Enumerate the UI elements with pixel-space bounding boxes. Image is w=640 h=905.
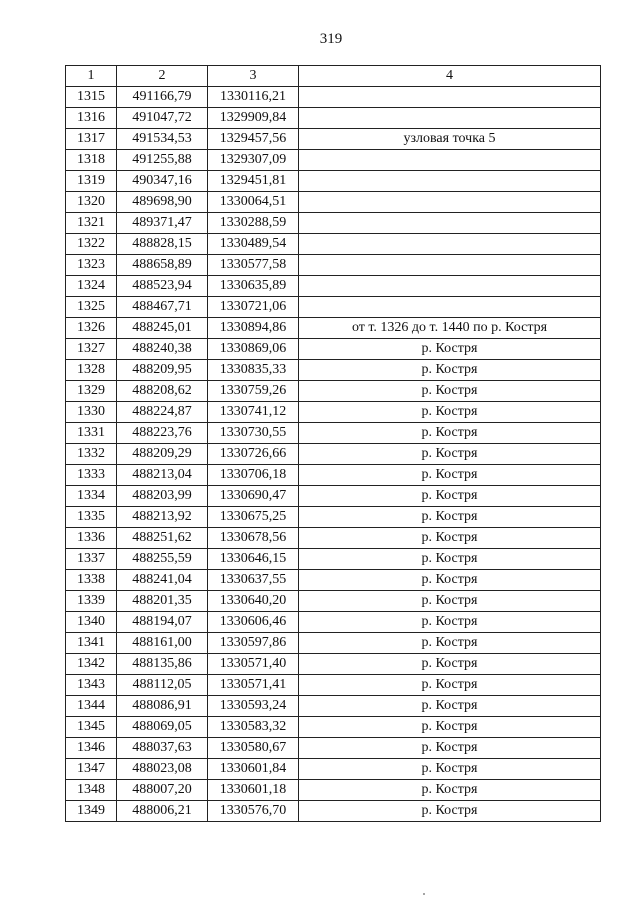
point-number-cell: 1346 [66,738,117,759]
y-coordinate-cell: 1330571,41 [208,675,299,696]
y-coordinate-cell: 1330637,55 [208,570,299,591]
description-cell: р. Костря [299,465,601,486]
description-cell: р. Костря [299,528,601,549]
table-row [66,192,601,213]
x-coordinate-cell: 488086,91 [117,696,208,717]
description-cell [299,297,601,318]
y-coordinate-cell: 1330116,21 [208,87,299,108]
description-cell: р. Костря [299,696,601,717]
table-row [66,801,601,822]
y-coordinate-cell: 1330583,32 [208,717,299,738]
y-coordinate-cell: 1330640,20 [208,591,299,612]
x-coordinate-cell: 488037,63 [117,738,208,759]
point-number-cell: 1316 [66,108,117,129]
x-coordinate-cell: 488658,89 [117,255,208,276]
x-coordinate-cell: 491047,72 [117,108,208,129]
y-coordinate-cell: 1330597,86 [208,633,299,654]
y-coordinate-cell: 1329457,56 [208,129,299,150]
y-coordinate-cell: 1330726,66 [208,444,299,465]
description-cell [299,276,601,297]
x-coordinate-cell: 491255,88 [117,150,208,171]
description-cell: р. Костря [299,402,601,423]
y-coordinate-cell: 1330064,51 [208,192,299,213]
y-coordinate-cell: 1330646,15 [208,549,299,570]
y-coordinate-cell: 1330601,18 [208,780,299,801]
x-coordinate-cell: 488006,21 [117,801,208,822]
table-row [66,150,601,171]
x-coordinate-cell: 488112,05 [117,675,208,696]
x-coordinate-cell: 490347,16 [117,171,208,192]
point-number-cell: 1342 [66,654,117,675]
description-cell: р. Костря [299,780,601,801]
description-cell: р. Костря [299,339,601,360]
description-cell: р. Костря [299,738,601,759]
table-row [66,297,601,318]
description-cell [299,234,601,255]
table-row [66,675,601,696]
y-coordinate-cell: 1329307,09 [208,150,299,171]
x-coordinate-cell: 488203,99 [117,486,208,507]
table-row [66,318,601,339]
y-coordinate-cell: 1330690,47 [208,486,299,507]
x-coordinate-cell: 488135,86 [117,654,208,675]
y-coordinate-cell: 1330678,56 [208,528,299,549]
description-cell: р. Костря [299,570,601,591]
y-coordinate-cell: 1330741,12 [208,402,299,423]
x-coordinate-cell: 488209,95 [117,360,208,381]
description-cell: р. Костря [299,654,601,675]
table-row [66,591,601,612]
point-number-cell: 1345 [66,717,117,738]
scan-speck [423,893,425,895]
point-number-cell: 1339 [66,591,117,612]
x-coordinate-cell: 488467,71 [117,297,208,318]
table-row [66,87,601,108]
table-header [66,66,601,87]
y-coordinate-cell: 1330869,06 [208,339,299,360]
y-coordinate-cell: 1330601,84 [208,759,299,780]
table-row [66,738,601,759]
header-col-3: 3 [208,66,299,87]
description-cell: р. Костря [299,759,601,780]
point-number-cell: 1326 [66,318,117,339]
description-cell: р. Костря [299,801,601,822]
description-cell: р. Костря [299,549,601,570]
x-coordinate-cell: 488241,04 [117,570,208,591]
x-coordinate-cell: 488251,62 [117,528,208,549]
x-coordinate-cell: 488224,87 [117,402,208,423]
y-coordinate-cell: 1330894,86 [208,318,299,339]
x-coordinate-cell: 489371,47 [117,213,208,234]
table-row [66,696,601,717]
point-number-cell: 1324 [66,276,117,297]
description-cell: р. Костря [299,675,601,696]
table-row [66,612,601,633]
point-number-cell: 1319 [66,171,117,192]
description-cell [299,213,601,234]
table-row [66,339,601,360]
description-cell: р. Костря [299,423,601,444]
description-cell [299,87,601,108]
point-number-cell: 1320 [66,192,117,213]
table-row [66,780,601,801]
description-cell [299,171,601,192]
point-number-cell: 1344 [66,696,117,717]
y-coordinate-cell: 1330593,24 [208,696,299,717]
description-cell: узловая точка 5 [299,129,601,150]
point-number-cell: 1317 [66,129,117,150]
y-coordinate-cell: 1330489,54 [208,234,299,255]
description-cell: р. Костря [299,486,601,507]
description-cell: от т. 1326 до т. 1440 по р. Костря [299,318,601,339]
table-row [66,486,601,507]
y-coordinate-cell: 1330635,89 [208,276,299,297]
x-coordinate-cell: 488194,07 [117,612,208,633]
description-cell: р. Костря [299,633,601,654]
point-number-cell: 1348 [66,780,117,801]
x-coordinate-cell: 488523,94 [117,276,208,297]
y-coordinate-cell: 1330577,58 [208,255,299,276]
point-number-cell: 1328 [66,360,117,381]
x-coordinate-cell: 488201,35 [117,591,208,612]
table-row [66,507,601,528]
y-coordinate-cell: 1330835,33 [208,360,299,381]
x-coordinate-cell: 488213,92 [117,507,208,528]
y-coordinate-cell: 1330730,55 [208,423,299,444]
page-number: 319 [319,31,343,47]
point-number-cell: 1334 [66,486,117,507]
y-coordinate-cell: 1329451,81 [208,171,299,192]
header-col-1: 1 [66,66,117,87]
point-number-cell: 1331 [66,423,117,444]
header-col-2: 2 [117,66,208,87]
x-coordinate-cell: 491534,53 [117,129,208,150]
description-cell: р. Костря [299,507,601,528]
point-number-cell: 1330 [66,402,117,423]
y-coordinate-cell: 1330706,18 [208,465,299,486]
x-coordinate-cell: 488208,62 [117,381,208,402]
table-row [66,360,601,381]
table-row [66,759,601,780]
x-coordinate-cell: 488255,59 [117,549,208,570]
point-number-cell: 1321 [66,213,117,234]
description-cell [299,192,601,213]
table-row [66,444,601,465]
point-number-cell: 1337 [66,549,117,570]
point-number-cell: 1338 [66,570,117,591]
point-number-cell: 1349 [66,801,117,822]
description-cell [299,150,601,171]
x-coordinate-cell: 488245,01 [117,318,208,339]
point-number-cell: 1329 [66,381,117,402]
x-coordinate-cell: 488223,76 [117,423,208,444]
point-number-cell: 1323 [66,255,117,276]
description-cell: р. Костря [299,717,601,738]
table-row [66,633,601,654]
table-row [66,423,601,444]
table-body [66,87,601,822]
y-coordinate-cell: 1330721,06 [208,297,299,318]
x-coordinate-cell: 491166,79 [117,87,208,108]
point-number-cell: 1335 [66,507,117,528]
table-row [66,381,601,402]
x-coordinate-cell: 489698,90 [117,192,208,213]
y-coordinate-cell: 1330675,25 [208,507,299,528]
header-col-4: 4 [299,66,601,87]
description-cell: р. Костря [299,381,601,402]
point-number-cell: 1332 [66,444,117,465]
table-row [66,528,601,549]
y-coordinate-cell: 1330580,67 [208,738,299,759]
table-row [66,717,601,738]
header-row [66,66,601,87]
x-coordinate-cell: 488161,00 [117,633,208,654]
x-coordinate-cell: 488828,15 [117,234,208,255]
table-row [66,654,601,675]
description-cell: р. Костря [299,444,601,465]
x-coordinate-cell: 488023,08 [117,759,208,780]
table-row [66,234,601,255]
y-coordinate-cell: 1330571,40 [208,654,299,675]
table-row [66,129,601,150]
point-number-cell: 1333 [66,465,117,486]
point-number-cell: 1327 [66,339,117,360]
point-number-cell: 1336 [66,528,117,549]
table-row [66,465,601,486]
y-coordinate-cell: 1330576,70 [208,801,299,822]
point-number-cell: 1341 [66,633,117,654]
x-coordinate-cell: 488240,38 [117,339,208,360]
x-coordinate-cell: 488007,20 [117,780,208,801]
x-coordinate-cell: 488069,05 [117,717,208,738]
table-row [66,402,601,423]
description-cell: р. Костря [299,360,601,381]
point-number-cell: 1340 [66,612,117,633]
description-cell: р. Костря [299,612,601,633]
description-cell [299,255,601,276]
point-number-cell: 1325 [66,297,117,318]
y-coordinate-cell: 1330759,26 [208,381,299,402]
table-row [66,213,601,234]
table-row [66,549,601,570]
table-row [66,276,601,297]
point-number-cell: 1322 [66,234,117,255]
point-number-cell: 1347 [66,759,117,780]
point-number-cell: 1318 [66,150,117,171]
point-number-cell: 1315 [66,87,117,108]
coordinates-table [65,65,601,822]
table-row [66,570,601,591]
table-row [66,255,601,276]
y-coordinate-cell: 1330288,59 [208,213,299,234]
y-coordinate-cell: 1329909,84 [208,108,299,129]
table-row [66,171,601,192]
description-cell: р. Костря [299,591,601,612]
point-number-cell: 1343 [66,675,117,696]
y-coordinate-cell: 1330606,46 [208,612,299,633]
table-row [66,108,601,129]
x-coordinate-cell: 488209,29 [117,444,208,465]
x-coordinate-cell: 488213,04 [117,465,208,486]
description-cell [299,108,601,129]
